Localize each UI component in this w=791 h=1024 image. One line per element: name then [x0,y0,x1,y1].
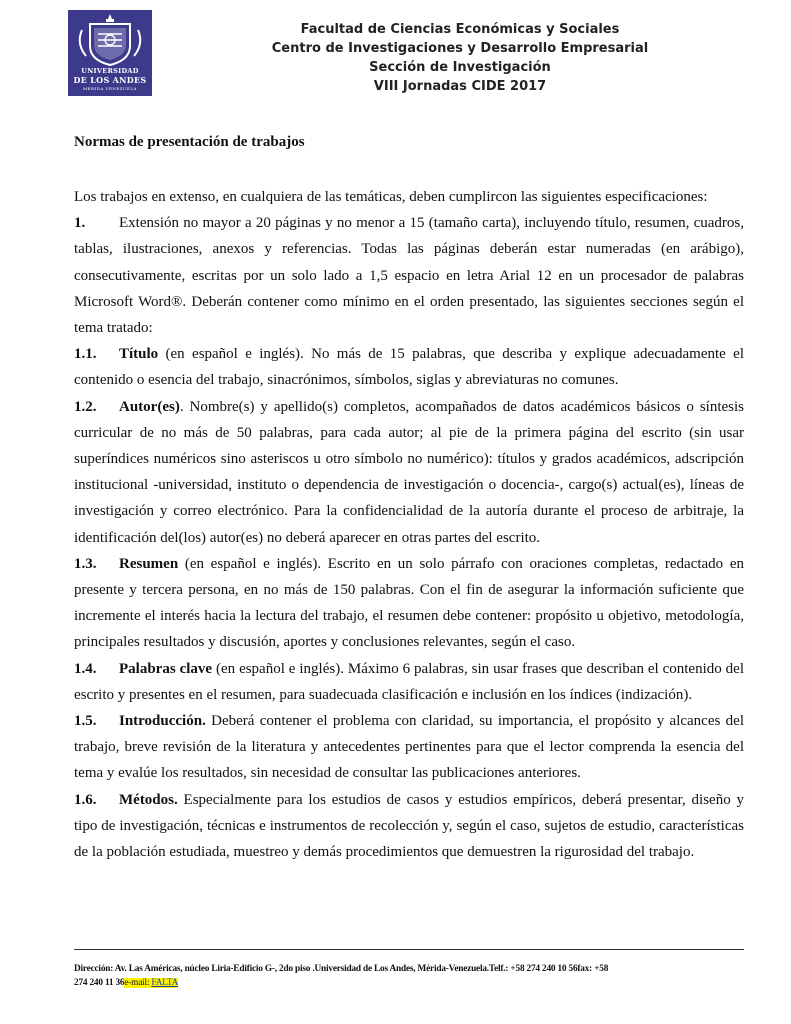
item-number: 1.6. [74,791,97,808]
item-text: . Nombre(s) y apellido(s) completos, acompañados de datos académicos básicos o síntesis curricular de no más de 50 palabras, para cada autor; al pie de la primera página del escrito (sin usar superíndices numéricos sino asteriscos u otro símbolo no numérico): títulos y grados académicos, adscripción institucional -universidad, instituto o dependencia de investigación o docencia-, cargo(s) actual(es), líneas de investigación y correo electrónico. Para la confidencialidad de la autoría durante el proceso de arbitraje, la identificación del(los) autor(es) no deberá aparecer en otras partes del escrito. [74,398,744,546]
item-number: 1.2. [74,398,97,415]
footer-divider [74,949,744,950]
item-text: (en español e inglés). Máximo 6 palabras, sin usar frases que describan el contenido del escrito y presentes en el resumen, para suadecuada clasificación e inclusión en los índices (indización). [74,660,744,703]
page-header [160,20,760,96]
list-item-1-2 [74,394,744,551]
item-number: 1.1. [74,346,97,363]
item-text: (en español e inglés). Escrito en un solo párrafo con oraciones completas, redactado en presente y tercera persona, en no más de 150 palabras. Con el fin de asegurar la información suficiente que incremente el interés hacia la lectura del trabajo, el resumen debe contener: propósito u objetivo, metodología, principales resultados y discusión, aportes y conclusiones relevantes, según el caso. [74,555,744,651]
footer-contact [74,976,744,990]
section-heading: Normas de presentación de trabajos [74,134,305,150]
document-body [74,184,744,865]
item-number: 1. [74,215,86,232]
item-text: Extensión no mayor a 20 páginas y no menor a 15 (tamaño carta), incluyendo título, resumen, cuadros, tablas, ilustraciones, anexos y referencias. Todas las páginas deberán estar numeradas (en arábigo), consecutivamente, escritas por un solo lado a 1,5 espacio en letra Arial 12 en un procesador de palabras Microsoft Word®. Deberán contener como mínimo en el orden presentado, las siguientes secciones según el tema tratado: [74,215,744,337]
item-title: Autor(es) [119,398,180,415]
page-footer [74,962,744,990]
header-center: Centro de Investigaciones y Desarrollo Empresarial [271,41,649,56]
item-title: Resumen [119,555,179,572]
university-logo [68,10,152,96]
item-text: Especialmente para los estudios de casos y estudios empíricos, deberá presentar, diseño y tipo de investigación, técnicas e instrumentos de recolección y, según el caso, sujetos de estudio, características de la población estudiada, muestreo y demás procedimientos que demuestren la rigurosidad del trabajo. [74,791,744,861]
logo-line-2: DE LOS ANDES [73,75,147,85]
list-item-1-3 [74,551,744,656]
item-title: Palabras clave [119,660,213,677]
item-text: Deberá contener el problema con claridad, su importancia, el propósito y alcances del trabajo, breve revisión de la literatura y antecedentes pertinentes para que el lector comprenda la esencia del tema y evalúe los resultados, sin necesidad de consultar las publicaciones anteriores. [74,713,744,782]
footer-address: Dirección: Av. Las Américas, núcleo Liria-Edificio G-, 2do piso .Universidad de Los Andes, Mérida-Venezuela.Telf.: +58 274 240 10 56fax: +58 [74,964,609,974]
item-title: Introducción. [119,713,206,730]
header-faculty: Facultad de Ciencias Económicas y Sociales [300,22,620,37]
list-item-1-1 [74,341,744,393]
intro-paragraph: Los trabajos en extenso, en cualquiera de las temáticas, deben cumplircon las siguientes especificaciones: [74,189,708,205]
header-event: VIII Jornadas CIDE 2017 [373,79,547,94]
footer-phone: 274 240 11 36 [74,978,125,988]
footer-email-link[interactable]: FALTA [151,978,179,988]
item-text: (en español e inglés). No más de 15 palabras, que describa y explique adecuadamente el contenido o esencia del trabajo, sinacrónimos, símbolos, siglas y abreviaturas no comunes. [74,346,744,389]
item-number: 1.4. [74,660,97,677]
item-title: Título [119,346,159,363]
item-number: 1.3. [74,555,97,572]
list-item-1-5 [74,708,744,787]
item-number: 1.5. [74,713,97,730]
list-item-1 [74,210,744,341]
header-section: Sección de Investigación [369,60,551,75]
list-item-1-4 [74,656,744,708]
item-title: Métodos. [119,791,178,808]
logo-line-3: MERIDA VENEZUELA [83,86,137,91]
footer-email-label: e-mail: [124,978,152,988]
list-item-1-6 [74,787,744,866]
logo-line-1: UNIVERSIDAD [81,67,139,75]
